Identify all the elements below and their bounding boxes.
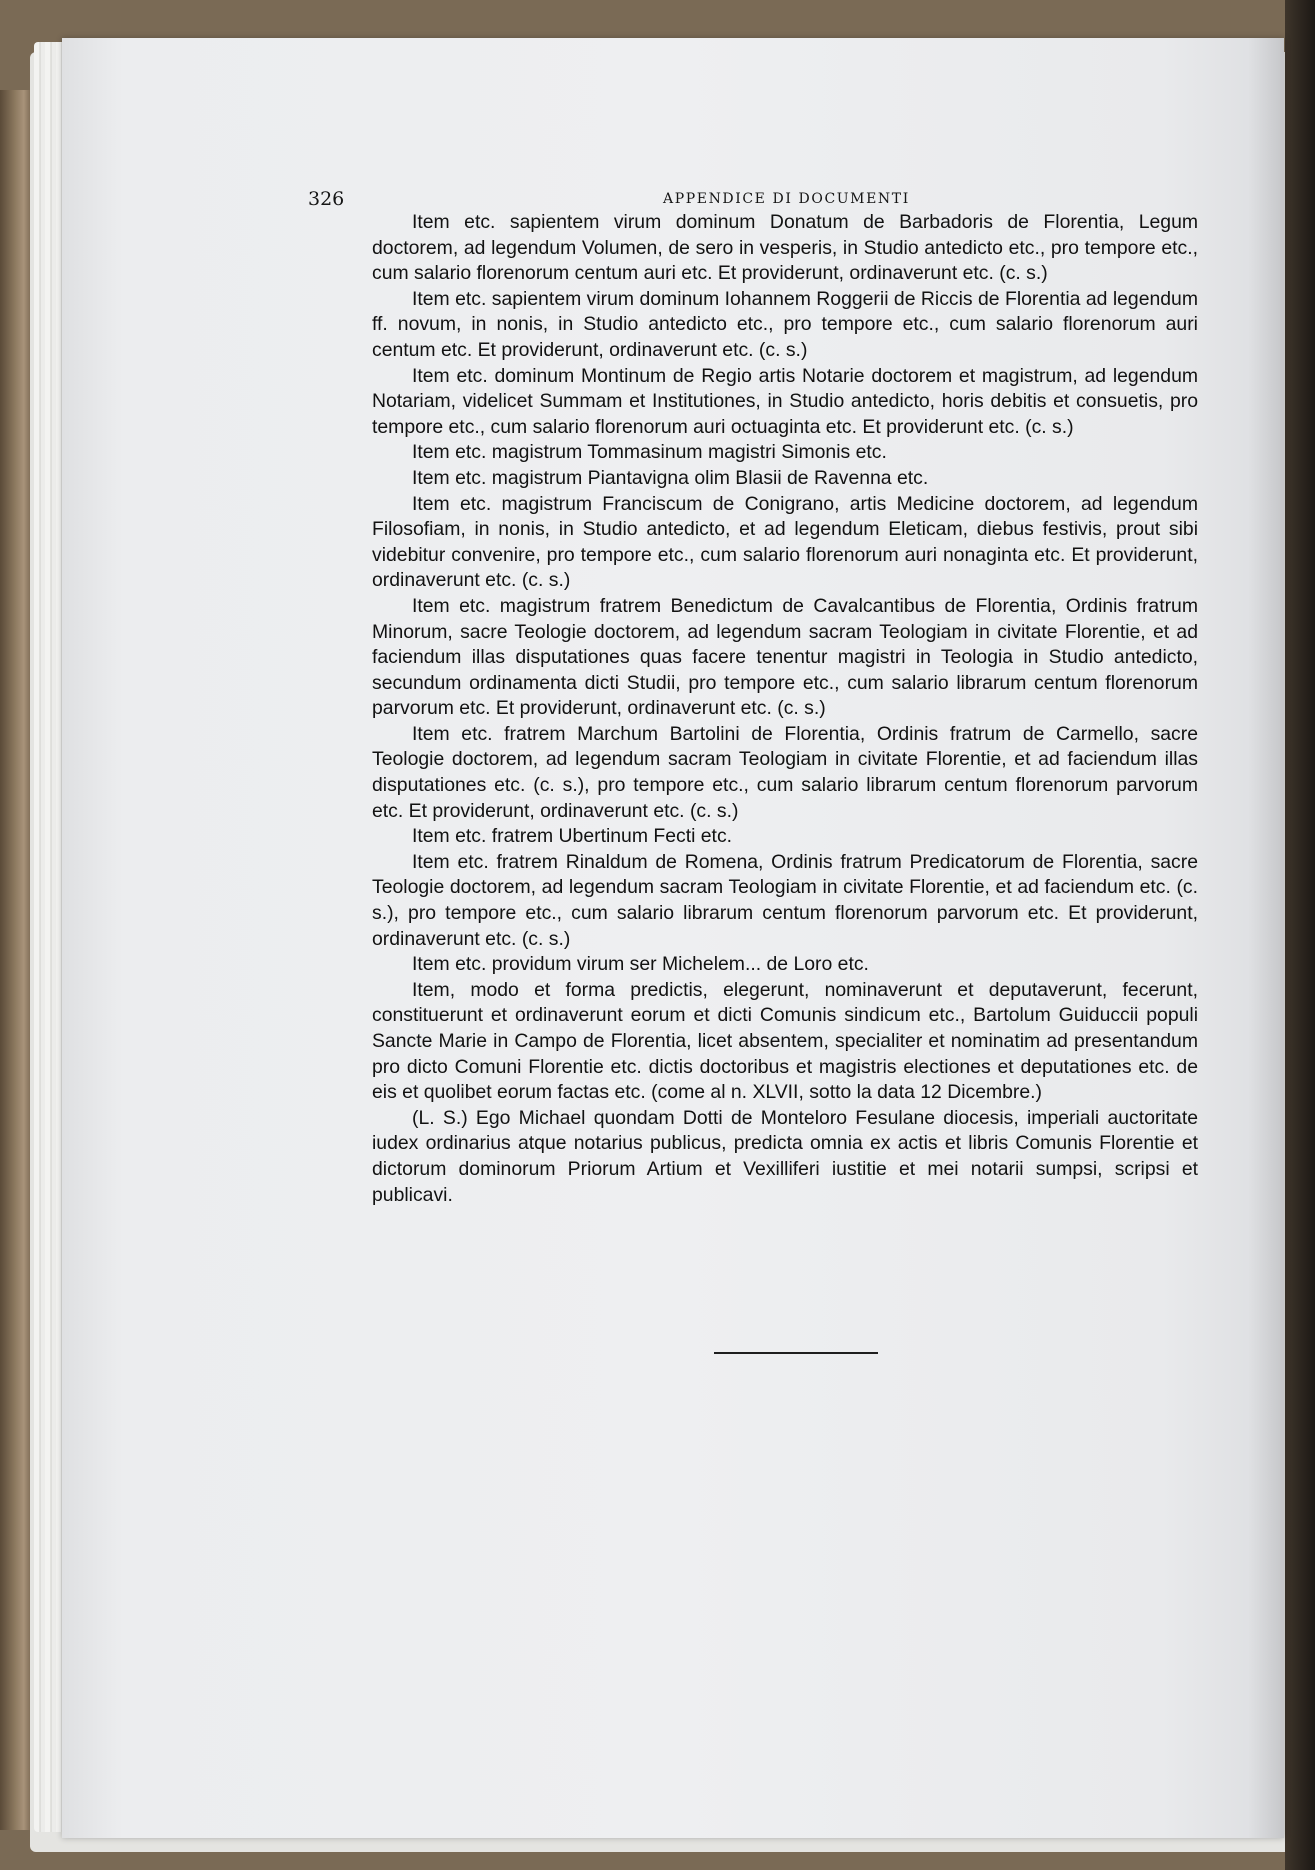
paragraph: Item etc. fratrem Ubertinum Fecti etc. [412, 825, 733, 848]
paragraph: Item, modo et forma predictis, elegerunt, nominaverunt et deputaverunt, fecerunt, constituerunt et ordinaverunt eorum et dicti Comunis sindicum etc., Bartolum Guiduccii populi Sancte Marie in Campo de Florentia, licet absentem, specialiter et nominatim ad presentandum pro dicto Comuni Florentie etc. dictis doctoribus et magistris electiones et deputationes etc. de eis et quolibet eorum factas etc. (come al n. XLVII, sotto la data 12 Dicembre.) [372, 978, 1198, 1104]
paragraph: Item etc. dominum Montinum de Regio artis Notarie doctorem et magistrum, ad legendum Notariam, videlicet Summam et Institutiones, in Studio antedicto, horis debitis et consuetis, pro tempore etc., cum salario florenorum auri octuaginta etc. Et providerunt etc. (c. s.) [372, 364, 1198, 438]
document-body [372, 210, 1198, 1208]
paragraph: Item etc. sapientem virum dominum Iohannem Roggerii de Riccis de Florentia ad legendum ff. novum, in nonis, in Studio antedicto etc., pro tempore etc., cum salario florenorum auri centum etc. Et providerunt, ordinaverunt etc. (c. s.) [372, 287, 1198, 361]
paragraph: Item etc. providum virum ser Michelem... de Loro etc. [412, 953, 869, 976]
book-binding [0, 90, 34, 1830]
running-head: APPENDICE DI DOCUMENTI [663, 191, 910, 207]
page-shadow [1248, 38, 1284, 1838]
scan-border [1285, 0, 1315, 1870]
paragraph: Item etc. magistrum Franciscum de Conigrano, artis Medicine doctorem, ad legendum Filosofiam, in nonis, in Studio antedicto, et ad legendum Eleticam, diebus festivis, prout sibi videbitur convenire, pro tempore etc., cum salario florenorum auri nonaginta etc. Et providerunt, ordinaverunt etc. (c. s.) [372, 492, 1198, 592]
paragraph: Item etc. magistrum Tommasinum magistri Simonis etc. [412, 441, 887, 464]
paragraph: Item etc. magistrum fratrem Benedictum de Cavalcantibus de Florentia, Ordinis fratrum Minorum, sacre Teologie doctorem, ad legendum sacram Teologiam in civitate Florentie, et ad faciendum illas disputationes quas facere tenentur magistri in Teologia in Studio antedicto, secundum ordinamenta dicti Studii, pro tempore etc., cum salario librarum centum florenorum parvorum etc. Et providerunt, ordinaverunt etc. (c. s.) [372, 594, 1198, 720]
paragraph: Item etc. fratrem Rinaldum de Romena, Ordinis fratrum Predicatorum de Florentia, sacre Teologie doctorem, ad legendum sacram Teologiam in civitate Florentie, et ad faciendum etc. (c. s.), pro tempore etc., cum salario librarum centum florenorum parvorum etc. Et providerunt, ordinaverunt etc. (c. s.) [372, 850, 1198, 950]
page-number: 326 [308, 188, 345, 210]
paragraph: Item etc. sapientem virum dominum Donatum de Barbadoris de Florentia, Legum doctorem, ad legendum Volumen, de sero in vesperis, in Studio antedicto etc., pro tempore etc., cum salario florenorum centum auri etc. Et providerunt, ordinaverunt etc. (c. s.) [372, 211, 1198, 285]
end-rule [714, 1352, 878, 1354]
paragraph: Item etc. magistrum Piantavigna olim Blasii de Ravenna etc. [412, 466, 929, 489]
paragraph: (L. S.) Ego Michael quondam Dotti de Monteloro Fesulane diocesis, imperiali auctoritate iudex ordinarius atque notarius publicus, predicta omnia ex actis et libris Comunis Florentie et dictorum dominorum Priorum Artium et Vexilliferi iustitie et mei notarii sumpsi, scripsi et publicavi. [372, 1106, 1198, 1206]
paragraph: Item etc. fratrem Marchum Bartolini de Florentia, Ordinis fratrum de Carmello, sacre Teologie doctorem, ad legendum sacram Teologiam in civitate Florentie, et ad faciendum illas disputationes etc. (c. s.), pro tempore etc., cum salario librarum centum florenorum parvorum etc. Et providerunt, ordinaverunt etc. (c. s.) [372, 722, 1198, 822]
